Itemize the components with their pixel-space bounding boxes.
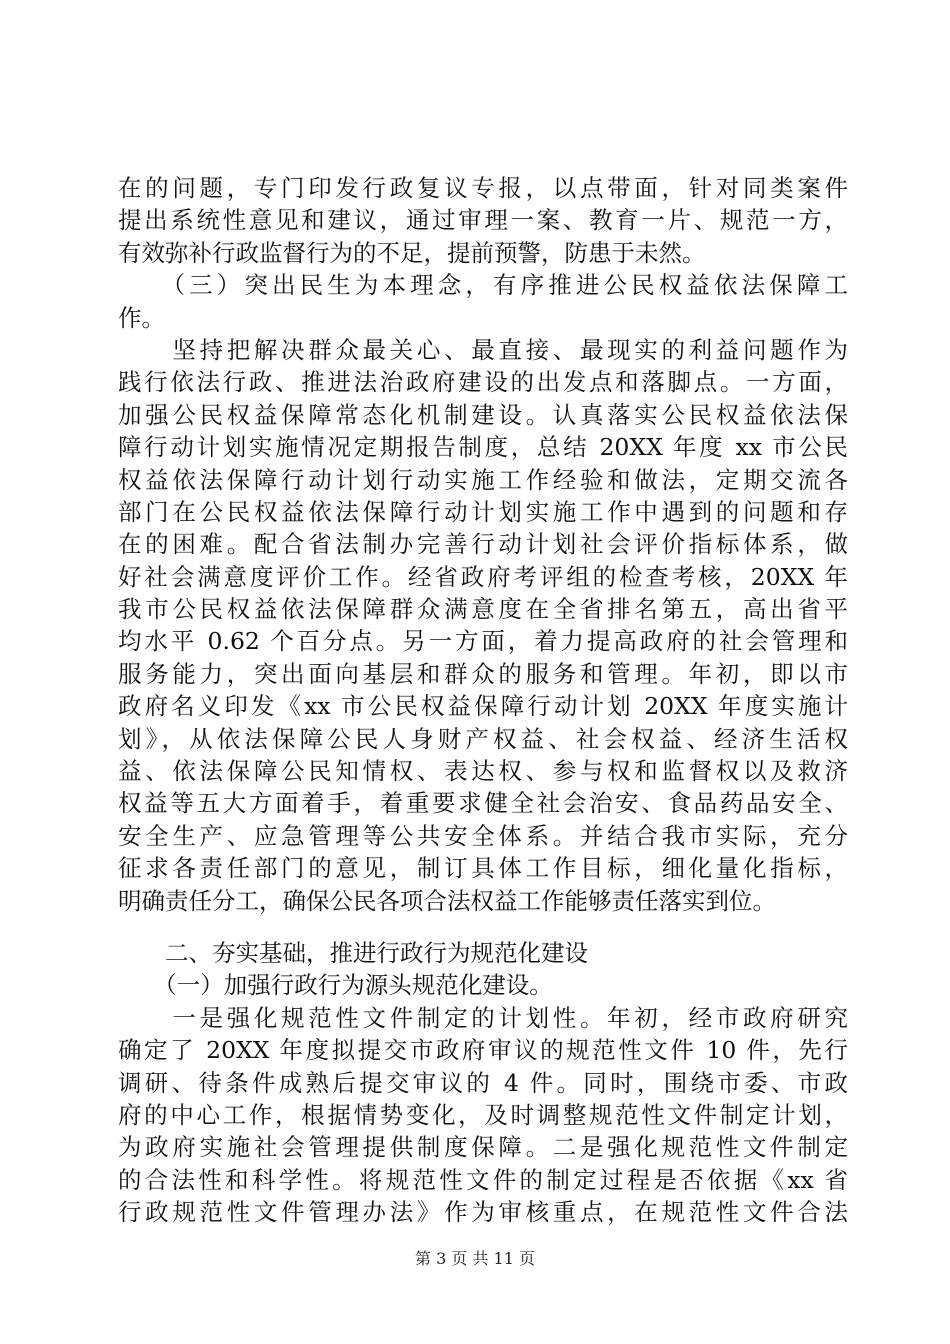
text-line: 政府名义印发《xx 市公民权益保障行动计划 20XX 年度实施计 xyxy=(118,692,848,721)
text-line: 均水平 0.62 个百分点。另一方面，着力提高政府的社会管理和 xyxy=(118,627,848,656)
text-line: （三）突出民生为本理念，有序推进公民权益依法保障工 xyxy=(118,271,848,300)
text-line: 加强公民权益保障常态化机制建设。认真落实公民权益依法保 xyxy=(118,400,848,429)
text-line: 府的中心工作，根据情势变化，及时调整规范性文件制定计划， xyxy=(118,1100,848,1129)
text-line: 提出系统性意见和建议，通过审理一案、教育一片、规范一方， xyxy=(118,206,848,235)
text-line: 一是强化规范性文件制定的计划性。年初，经市政府研究 xyxy=(118,1003,848,1032)
text-line: 作。 xyxy=(118,303,165,332)
text-line: 服务能力，突出面向基层和群众的服务和管理。年初，即以市 xyxy=(118,659,848,688)
text-line: 部门在公民权益依法保障行动计划实施工作中遇到的问题和存 xyxy=(118,497,848,526)
text-line: 益、依法保障公民知情权、表达权、参与权和监督权以及救济 xyxy=(118,757,848,786)
text-line: 在的问题，专门印发行政复议专报，以点带面，针对同类案件 xyxy=(118,174,848,202)
paragraph-gap xyxy=(118,917,848,937)
text-line: 在的困难。配合省法制办完善行动计划社会评价指标体系，做 xyxy=(118,530,848,559)
text-line: 我市公民权益依法保障群众满意度在全省排名第五，高出省平 xyxy=(118,595,848,624)
text-line: 行政规范性文件管理办法》作为审核重点，在规范性文件合法 xyxy=(118,1198,848,1227)
text-line: 为政府实施社会管理提供制度保障。二是强化规范性文件制定 xyxy=(118,1133,848,1162)
text-line: 安全生产、应急管理等公共安全体系。并结合我市实际，充分 xyxy=(118,821,848,850)
text-line: 践行依法行政、推进法治政府建设的出发点和落脚点。一方面， xyxy=(118,368,848,397)
text-line: 好社会满意度评价工作。经省政府考评组的检查考核，20XX 年 xyxy=(118,562,848,591)
text-line: 的合法性和科学性。将规范性文件的制定过程是否依据《xx 省 xyxy=(118,1165,848,1194)
text-line: 有效弥补行政监督行为的不足，提前预警，防患于未然。 xyxy=(118,238,706,267)
document-body xyxy=(118,172,848,1229)
text-line: 确定了 20XX 年度拟提交市政府审议的规范性文件 10 件，先行 xyxy=(118,1036,848,1065)
text-line: 权益依法保障行动计划行动实施工作经验和做法，定期交流各 xyxy=(118,465,848,494)
text-line: 明确责任分工，确保公民各项合法权益工作能够责任落实到位。 xyxy=(118,886,776,915)
page-footer: 第 3 页 共 11 页 xyxy=(415,1249,535,1268)
text-line: 征求各责任部门的意见，制订具体工作目标，细化量化指标， xyxy=(118,854,848,883)
text-line: 坚持把解决群众最关心、最直接、最现实的利益问题作为 xyxy=(118,335,848,364)
text-line: （一）加强行政行为源头规范化建设。 xyxy=(118,971,553,1000)
text-line: 障行动计划实施情况定期报告制度，总结 20XX 年度 xx 市公民 xyxy=(118,433,848,462)
text-line: 权益等五大方面着手，着重要求健全社会治安、食品药品安全、 xyxy=(118,789,848,818)
text-line: 划》，从依法保障公民人身财产权益、社会权益、经济生活权 xyxy=(118,724,848,753)
text-line: 二、夯实基础，推进行政行为规范化建设 xyxy=(118,938,588,967)
text-line: 调研、待条件成熟后提交审议的 4 件。同时，围绕市委、市政 xyxy=(118,1068,848,1097)
